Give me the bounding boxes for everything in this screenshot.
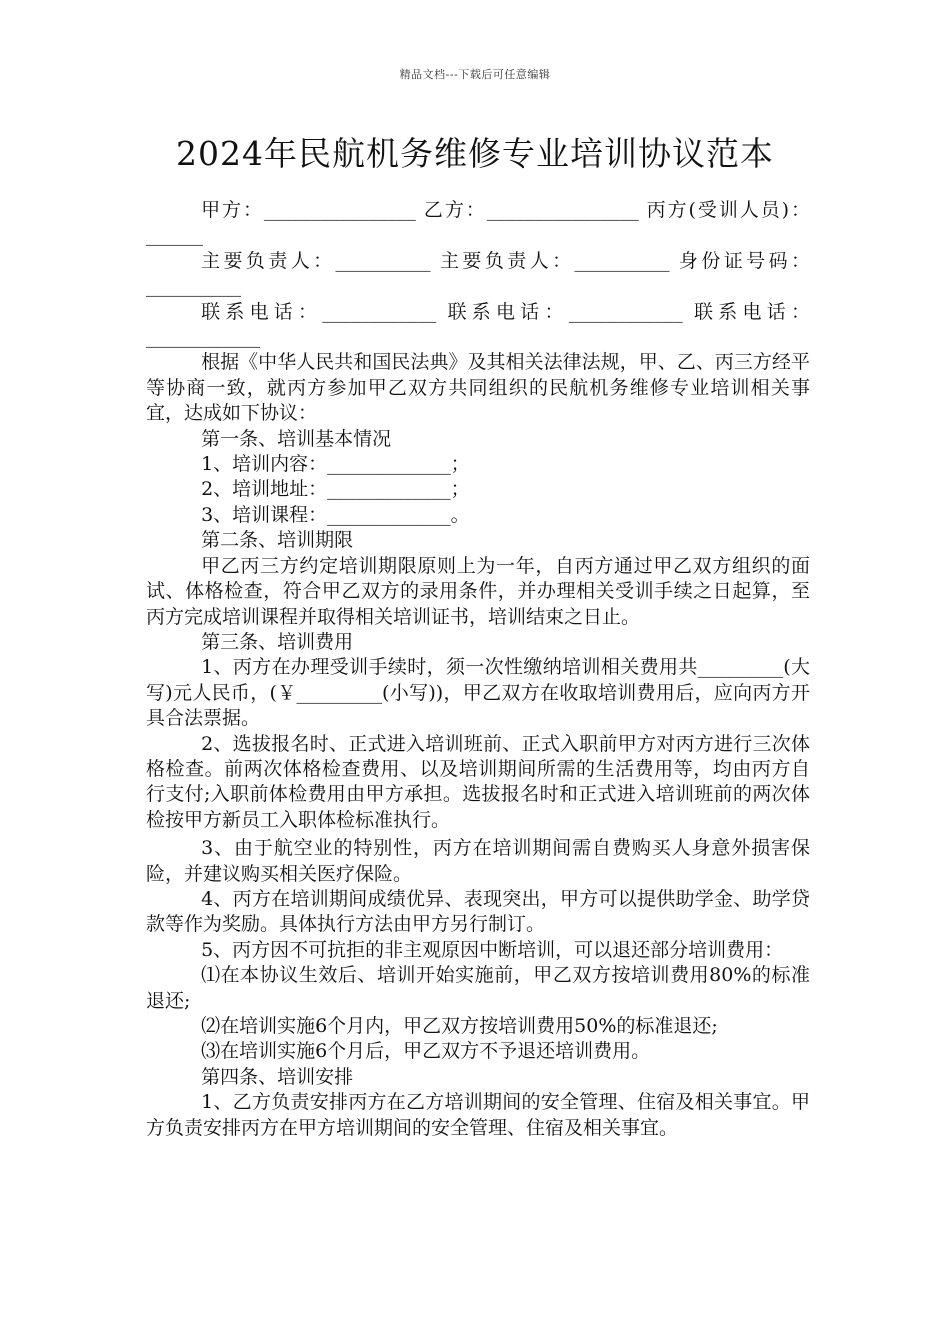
party-phone-line: 联系电话：____________ 联系电话：____________ 联系电话：____________	[146, 300, 810, 349]
clause-item: 3、培训课程：_____________。	[201, 503, 470, 526]
clause-paragraph: 4、丙方在培训期间成绩优异、表现突出，甲方可以提供助学金、助学贷款等作为奖励。具体执行方法由甲方另行制订。	[146, 887, 810, 936]
party-names-line: 甲方：________________ 乙方：________________ 丙方(受训人员)：______	[146, 199, 810, 247]
clause-paragraph: 5、丙方因不可抗拒的非主观原因中断培训，可以退还部分培训费用：	[201, 938, 784, 961]
document-body	[146, 198, 810, 1141]
document-title: 2024年民航机务维修专业培训协议范本	[176, 134, 774, 173]
clause-item: 2、培训地址：_____________；	[201, 478, 470, 501]
clause-paragraph: 2、选拔报名时、正式进入培训班前、正式入职前甲方对丙方进行三次体格检查。前两次体格检查费用、以及培训期间所需的生活费用等，均由丙方自行支付;入职前体检费用由甲方承担。选拔报名时和正式进入培训班前的两次体检按甲方新员工入职体检标准执行。	[146, 732, 810, 831]
article-heading: 第二条、培训期限	[201, 529, 354, 552]
clause-paragraph: 3、由于航空业的特别性，丙方在培训期间需自费购买人身意外损害保险，并建议购买相关医疗保险。	[146, 837, 810, 885]
article-heading: 第四条、培训安排	[201, 1065, 354, 1088]
clause-paragraph: 1、乙方负责安排丙方在乙方培训期间的安全管理、住宿及相关事宜。甲方负责安排丙方在甲方培训期间的安全管理、住宿及相关事宜。	[146, 1091, 810, 1139]
refund-item: ⑴在本协议生效后、培训开始实施前，甲乙双方按培训费用80%的标准退还;	[146, 964, 810, 1012]
party-responsible-line: 主要负责人：__________ 主要负责人：__________ 身份证号码：__________	[146, 249, 810, 298]
article-heading: 第一条、培训基本情况	[201, 427, 392, 450]
preamble-paragraph: 根据《中华人民共和国民法典》及其相关法律法规，甲、乙、丙三方经平等协商一致，就丙方参加甲乙双方共同组织的民航机务维修专业培训相关事宜，达成如下协议：	[146, 351, 810, 425]
refund-item: ⑵在培训实施6个月内，甲乙双方按培训费用50%的标准退还;	[201, 1015, 718, 1037]
clause-paragraph: 甲乙丙三方约定培训期限原则上为一年，自丙方通过甲乙双方组织的面试、体格检查，符合甲乙双方的录用条件，并办理相关受训手续之日起算，至丙方完成培训课程并取得相关培训证书，培训结束之日止。	[146, 554, 810, 628]
article-heading: 第三条、培训费用	[201, 630, 354, 653]
clause-item: 1、培训内容：_____________；	[201, 453, 470, 476]
clause-paragraph: 1、丙方在办理受训手续时，须一次性缴纳培训相关费用共_________(大写)元人民币，(￥_________(小写))，甲乙双方在收取培训费用后，应向丙方开具合法票据。	[146, 656, 810, 730]
refund-item: ⑶在培训实施6个月后，甲乙双方不予退还培训费用。	[201, 1040, 651, 1063]
header-note: 精品文档---下载后可任意编辑	[399, 68, 551, 81]
